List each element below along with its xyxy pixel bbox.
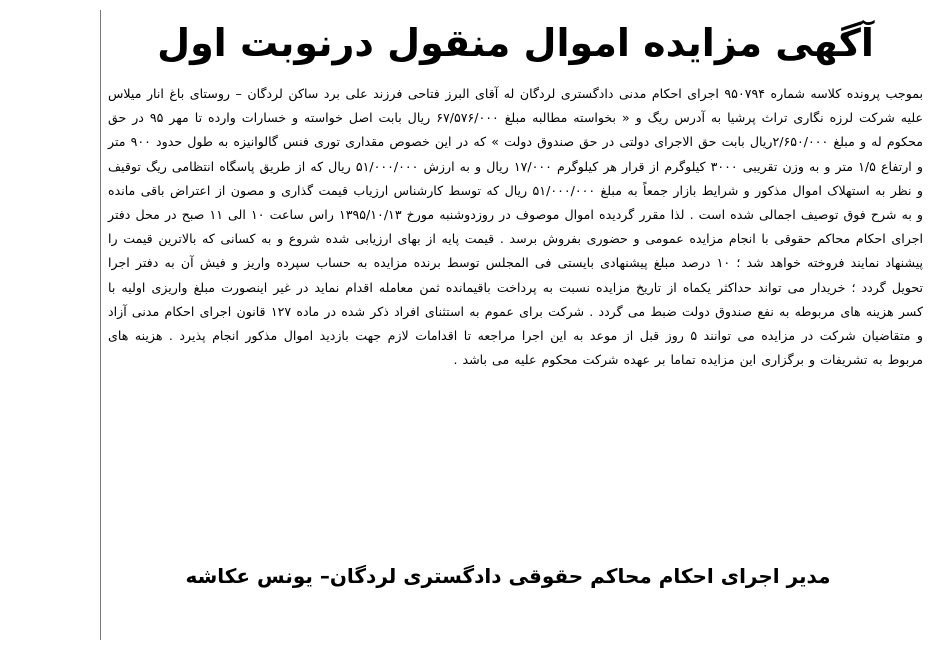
auction-notice (108, 12, 923, 372)
notice-signature: مدیر اجرای احکام محاکم حقوقی دادگستری لردگان– یونس عکاشه (185, 564, 831, 588)
notice-title: آگهی مزایده اموال منقول درنوبت اول (157, 21, 874, 65)
notice-body: بموجب پرونده کلاسه شماره ۹۵۰۷۹۴ اجرای احکام مدنی دادگستری لردگان له آقای البرز فتاحی فرزند علی برد ساکن لردگان – روستای باغ انار میلاس علیه شرکت لرزه نگاری تراث پرشیا به آدرس ریگ و « بخواسته مطالبه مبلغ ۶۷/۵۷۶/۰۰۰ ریال بابت اصل خواسته و خسارات وارده تا مهر ۹۵ در حق محکوم له و مبلغ ۲/۶۵۰/۰۰۰ریال بابت حق الاجرای دولتی در حق صندوق دولت » که در این خصوص مقداری توری فنس گالوانیزه به طول حدود ۹۰۰ متر و ارتفاع ۱/۵ متر و به وزن تقریبی ۳۰۰۰ کیلوگرم از قرار هر کیلوگرم ۱۷/۰۰۰ ریال و به ارزش ۵۱/۰۰۰/۰۰۰ ریال که از طریق پاسگاه انتظامی ریگ توقیف و نظر به استهلاک اموال مذکور و شرایط بازار جمعاً به مبلغ ۵۱/۰۰۰/۰۰۰ ریال که توسط کارشناس ارزیاب قیمت گذاری و مصون از اعتراض باقی مانده و به شرح فوق توصیف اجمالی شده است . لذا مقرر گردیده اموال موصوف در روزدوشنبه مورخ ۱۳۹۵/۱۰/۱۳ راس ساعت ۱۰ الی ۱۱ صبح در محل دفتر اجرای احکام محاکم حقوقی با انجام مزایده عمومی و حضوری بفروش برسد . قیمت پایه از بهای ارزیابی شده شروع و به کسانی که بالاترین قیمت را پیشنهاد نمایند فروخته خواهد شد ؛ ۱۰ درصد مبلغ پیشنهادی بایستی فی المجلس توسط برنده مزایده به حساب سپرده واریز و فیش آن به دفتر اجرا تحویل گردد ؛ خریدار می تواند حداکثر یکماه از تاریخ مزایده نسبت به پرداخت باقیمانده ثمن معامله اقدام نماید در غیر اینصورت مبلغ واریزی اولیه با کسر هزینه های مربوطه به نفع صندوق دولت ضبط می گردد . شرکت برای عموم به استثنای افراد ذکر شده در ماده ۱۲۷ قانون اجرای احکام مدنی آزاد و متقاضیان شرکت در مزایده می توانند ۵ روز قبل از موعد به این اجرا مراجعه تا اقدامات لازم جهت بازدید اموال مذکور انجام پذیرد . هزینه های مربوط به تشریفات و برگزاری این مزایده تماما بر عهده شرکت محکوم علیه می باشد . (108, 86, 924, 368)
